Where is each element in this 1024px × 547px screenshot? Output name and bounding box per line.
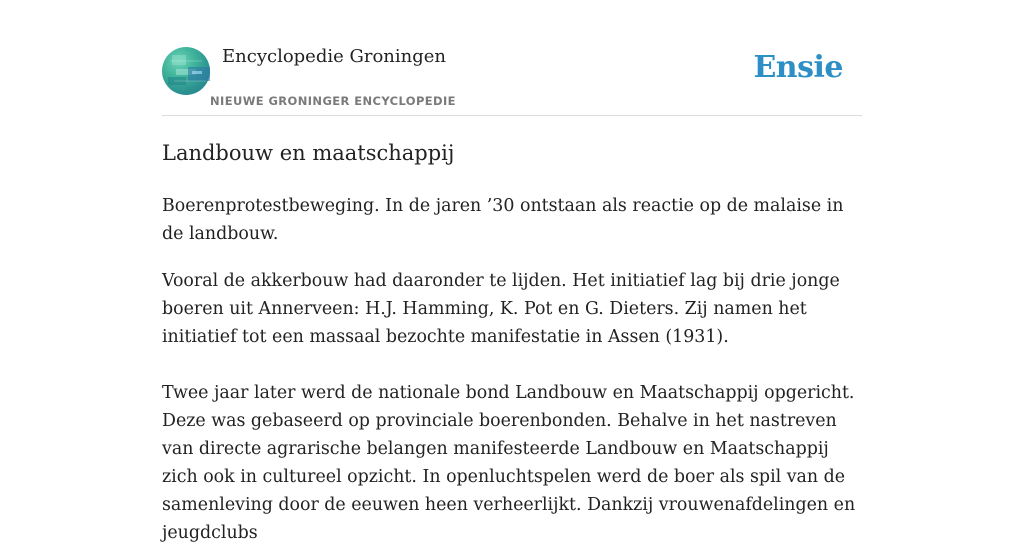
ensie-brand-link[interactable]: Ensie [753,50,843,85]
site-subtitle: NIEUWE GRONINGER ENCYCLOPEDIE [210,94,456,108]
article-paragraph: Boerenprotestbeweging. In de jaren ’30 ontstaan als reactie op de malaise in de landbouw. [162,196,844,244]
article-paragraph: Vooral de akkerbouw had daaronder te lijden. Het initiatief lag bij drie jonge boeren uit Annerveen: H.J. Hamming, K. Pot en G. Dieters. Zij namen het initiatief tot een massaal bezochte manifestatie in Assen (1931). [162,271,840,347]
encyclopedia-logo-avatar[interactable] [162,47,210,95]
article-title: Landbouw en maatschappij [162,141,455,165]
site-header [162,0,862,116]
map-thumbnail-icon [162,47,210,95]
site-title[interactable]: Encyclopedie Groningen [222,46,447,67]
content-container [162,0,862,543]
article-body [162,192,862,547]
article-paragraph: Twee jaar later werd de nationale bond Landbouw en Maatschappij opgericht. Deze was gebaseerd op provinciale boerenbonden. Behalve in het nastreven van directe agrarische belangen manifesteerde Landbouw en Maatschappij zich ook in cultureel opzicht. In openluchtspelen werd de boer als spil van de samenleving door de eeuwen heen verheerlijkt. Dankzij vrouwenafdelingen en jeugdclubs [162,383,856,543]
